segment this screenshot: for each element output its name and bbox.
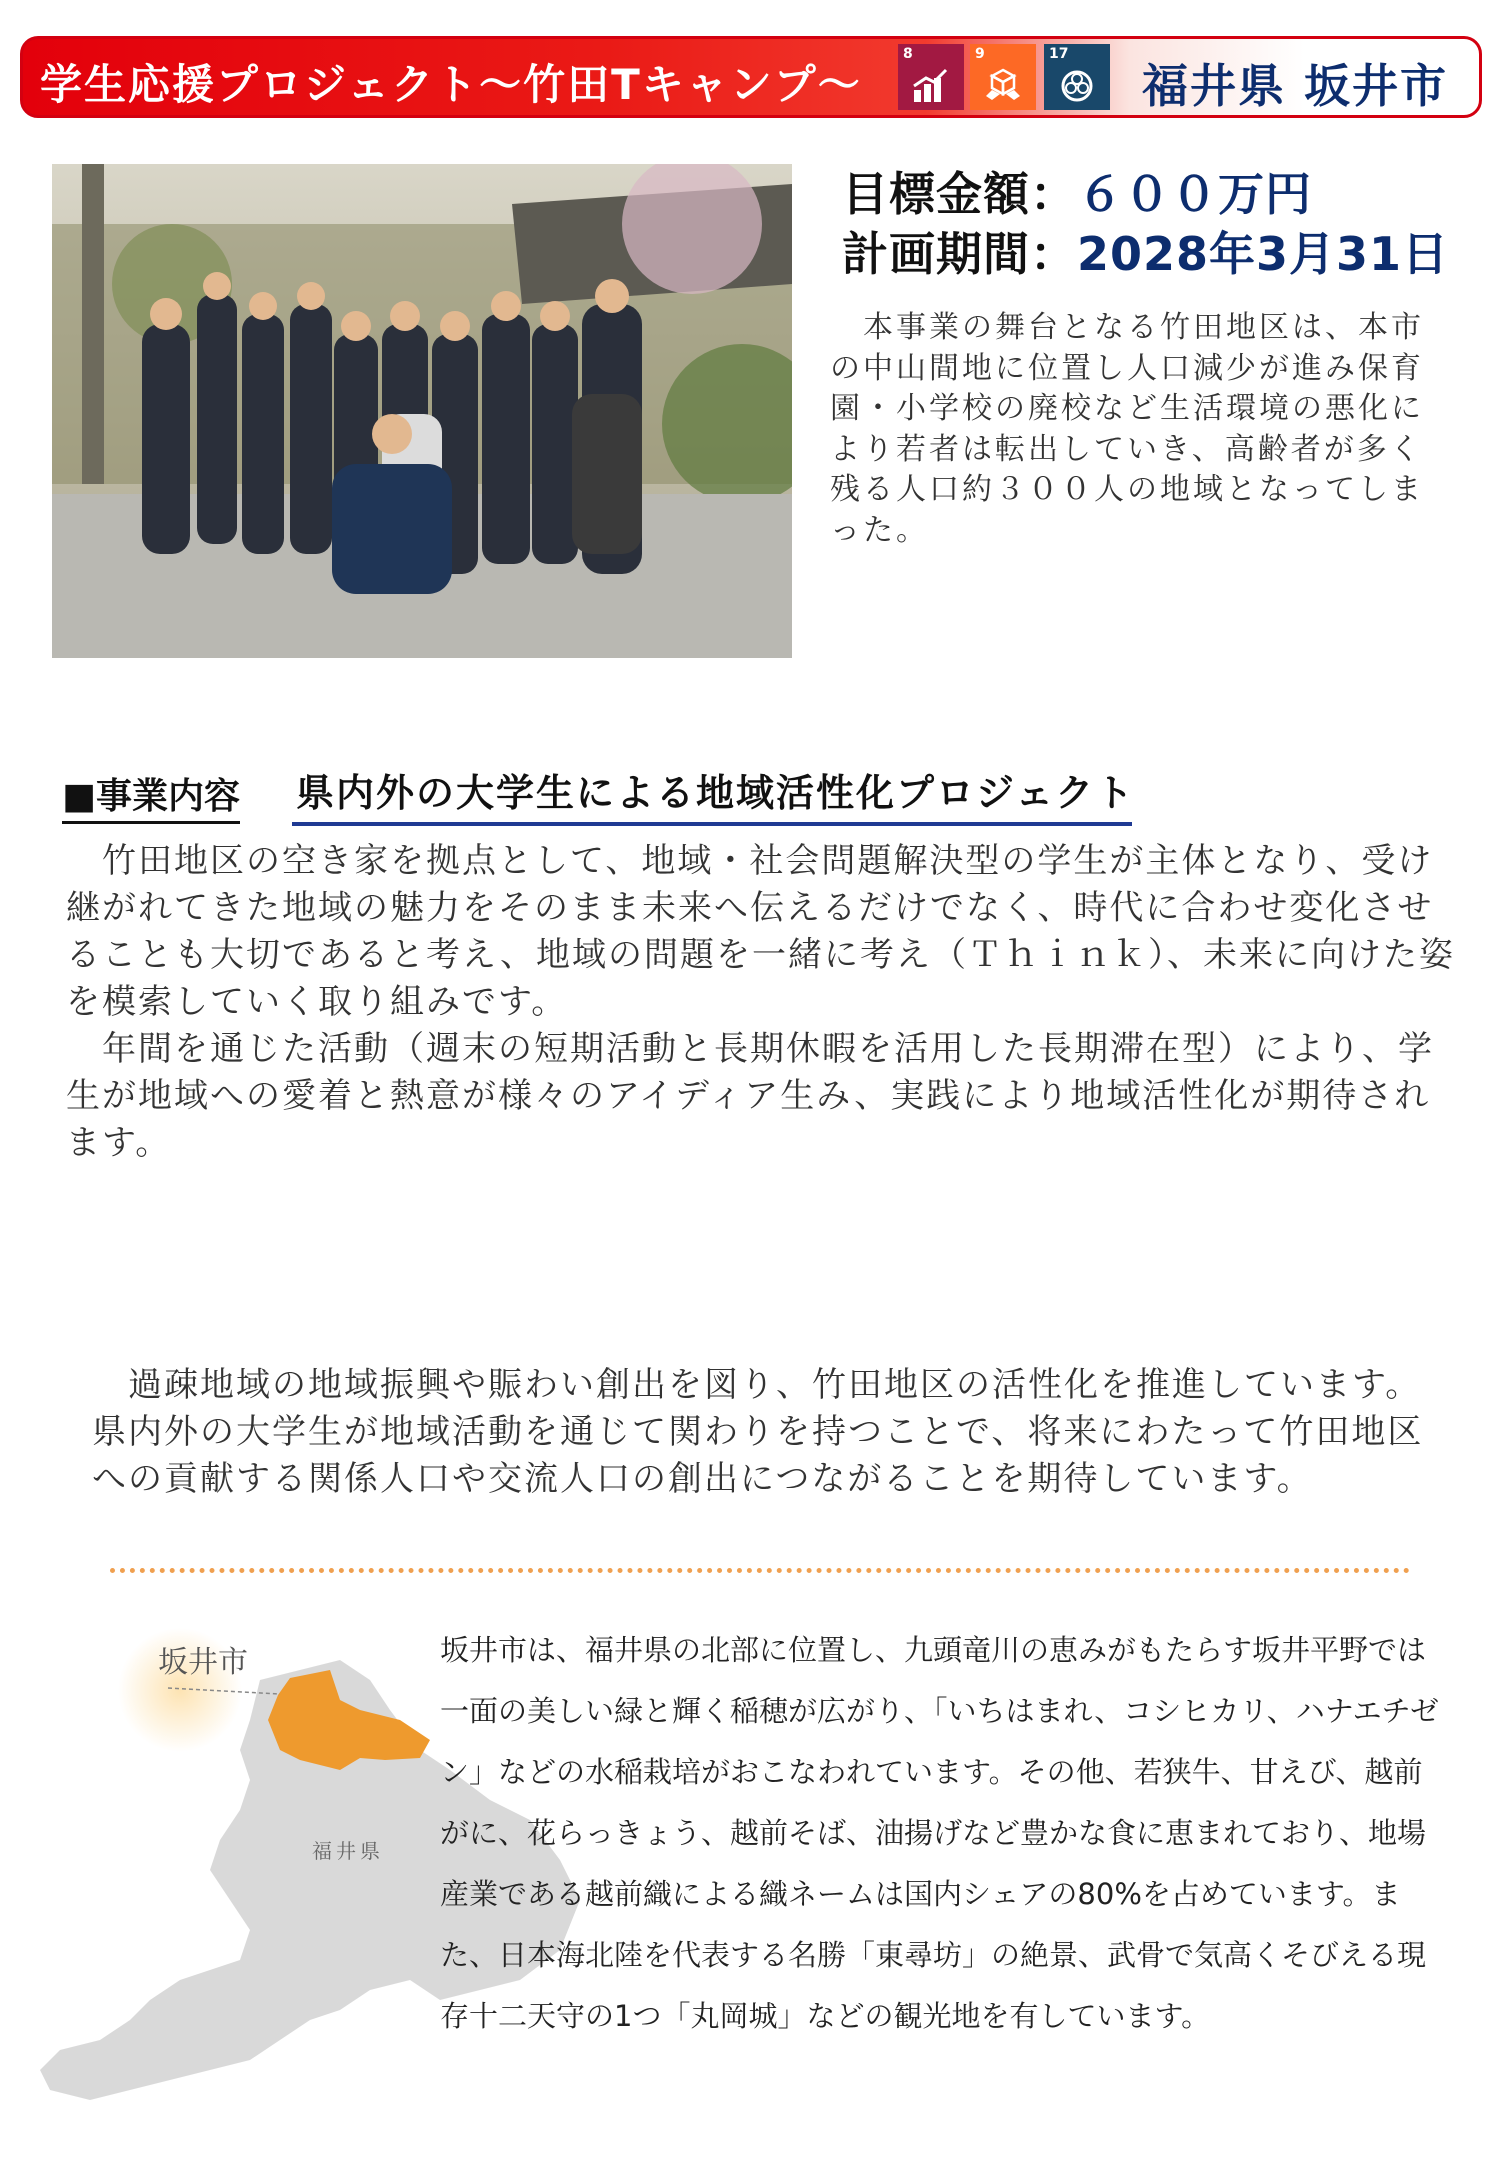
sdg-17-badge	[1044, 44, 1110, 110]
dotted-divider	[110, 1568, 1410, 1573]
plan-period-value: 2028年3月31日	[1077, 227, 1450, 281]
sdg-number: 9	[975, 46, 985, 62]
section-title: 県内外の大学生による地域活性化プロジェクト	[296, 771, 1136, 815]
target-amount-value: ６００万円	[1077, 167, 1312, 221]
section-label: ■事業内容	[62, 768, 240, 824]
goal-paragraph: 過疎地域の地域振興や賑わい創出を図り、竹田地区の活性化を推進しています。県内外の大学生が地域活動を通じて関わりを持つことで、将来にわたって竹田地区への貢献する関係人口や交流人口の創出につながることを期待しています。	[92, 1365, 1424, 1499]
city-name: 福井県 坂井市	[1142, 59, 1449, 113]
page-title: 学生応援プロジェクト～竹田Tキャンプ～	[40, 60, 862, 109]
sdg-number: 17	[1049, 46, 1069, 62]
intro-paragraph: 本事業の舞台となる竹田地区は、本市の中山間地に位置し人口減少が進み保育園・小学校の廃校など生活環境の悪化により若者は転出していき、高齢者が多く残る人口約３００人の地域となってしまった。	[830, 310, 1424, 548]
section-title-underline	[292, 822, 1132, 826]
plan-period	[842, 218, 1449, 284]
group-photo	[52, 164, 792, 658]
activity-paragraph: 年間を通じた活動（週末の短期活動と長期休暇を活用した長期滞在型）により、学生が地域への愛着と熱意が様々のアイディア生み、実践により地域活性化が期待されます。	[66, 1029, 1434, 1163]
sdg-number: 8	[903, 46, 913, 62]
city-description: 坂井市は、福井県の北部に位置し、九頭竜川の恵みがもたらす坂井平野では一面の美しい緑と輝く稲穂が広がり、「いちはまれ、コシヒカリ、ハナエチゼン」などの水稲栽培がおこなわれています。その他、若狭牛、甘えび、越前がに、花らっきょう、越前そば、油揚げなど豊かな食に恵まれており、地場産業である越前織による織ネームは国内シェアの80%を占めています。また、日本海北陸を代表する名勝「東尋坊」の絶景、武骨で気高くそびえる現存十二天守の1つ「丸岡城」などの観光地を有しています。	[440, 1633, 1440, 2033]
plan-period-label: 計画期間：	[842, 227, 1077, 281]
sdg-9-badge	[970, 44, 1036, 110]
map-city-label: 坂井市	[158, 1646, 248, 1679]
target-amount	[842, 158, 1312, 224]
business-description-paragraph: 竹田地区の空き家を拠点として、地域・社会問題解決型の学生が主体となり、受け継がれてきた地域の魅力をそのまま未来へ伝えるだけでなく、時代に合わせ変化させることも大切であると考え、地域の問題を一緒に考え（Ｔｈｉｎｋ）、未来に向けた姿を模索していく取り組みです。	[66, 841, 1456, 1022]
target-amount-label: 目標金額：	[842, 167, 1077, 221]
sdg-8-badge	[898, 44, 964, 110]
map-prefecture-label: 福井県	[312, 1841, 384, 1863]
